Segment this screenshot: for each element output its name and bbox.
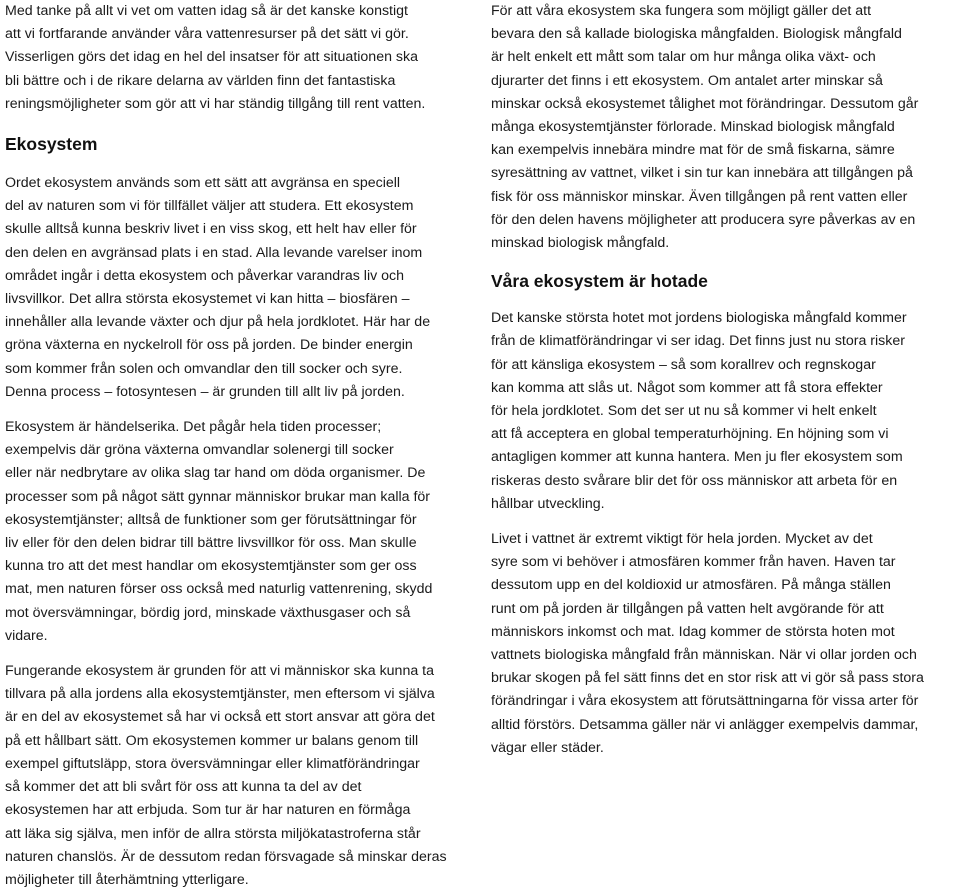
text-line: att läka sig själva, men inför de allra största miljökatastroferna står bbox=[5, 825, 421, 842]
text-line: för hela jordklotet. Som det ser ut nu så kommer vi helt enkelt bbox=[491, 403, 877, 420]
text-line: på ett hållbart sätt. Om ekosystemen kommer ur balans genom till bbox=[5, 732, 419, 749]
text-line: området ingår i detta ekosystem och påverkar varandras liv och bbox=[5, 267, 405, 284]
text-line: vägar eller städer. bbox=[491, 739, 604, 756]
text-line: att få acceptera en global temperaturhöjning. En höjning som vi bbox=[491, 426, 889, 443]
text-line: att vi fortfarande använder våra vattenresurser på det sätt vi gör. bbox=[5, 26, 409, 43]
ekosystem-paragraph bbox=[5, 172, 471, 404]
text-line: naturen chanslös. Är de dessutom redan försvagade så minskar deras bbox=[5, 848, 447, 865]
text-line: vidare. bbox=[5, 627, 48, 644]
klimat-paragraph bbox=[491, 307, 956, 516]
text-line: gröna växterna en nyckelroll för oss på jorden. De binder energin bbox=[5, 337, 413, 354]
heading-ekosystem: Ekosystem bbox=[5, 134, 98, 155]
text-line: mat, men naturen förser oss också med naturlig vattenrening, skydd bbox=[5, 581, 433, 598]
text-line: Det kanske största hotet mot jordens biologiska mångfald kommer bbox=[491, 310, 907, 327]
text-line: tillvara på alla jordens alla ekosystemtjänster, men eftersom vi själva bbox=[5, 686, 435, 703]
text-line: är helt enkelt ett mått som talar om hur många olika växt- och bbox=[491, 49, 876, 66]
text-line: som kommer från solen och omvandlar den till socker och syre. bbox=[5, 360, 403, 377]
vatten-paragraph bbox=[491, 528, 956, 760]
text-line: för att känsliga ekosystem – så som korallrev och regnskogar bbox=[491, 356, 876, 373]
text-line: ekosystemen har att erbjuda. Som tur är har naturen en förmåga bbox=[5, 802, 411, 819]
text-line: riskeras desto svårare blir det för oss människor att arbeta för en bbox=[491, 472, 898, 489]
fungerande-paragraph bbox=[5, 660, 471, 892]
text-line: kan komma att slås ut. Något som kommer att få stora effekter bbox=[491, 379, 883, 396]
text-line: möjligheter till återhämtning ytterligare. bbox=[5, 871, 249, 888]
text-line: för den delen havens möjligheter att producera syre påverkas av en bbox=[491, 211, 916, 228]
text-line: så kommer det att bli svårt för oss att kunna ta del av det bbox=[5, 779, 362, 796]
text-line: del av naturen som vi för tillfället väljer att studera. Ett ekosystem bbox=[5, 198, 414, 215]
text-line: Denna process – fotosyntesen – är grunden till allt liv på jorden. bbox=[5, 383, 405, 400]
text-line: hållbar utveckling. bbox=[491, 495, 605, 512]
text-line: reningsmöjligheter som gör att vi har ständig tillgång till rent vatten. bbox=[5, 95, 426, 112]
text-line: antagligen kommer att kunna hantera. Men ju fler ekosystem som bbox=[491, 449, 903, 466]
text-line: skulle alltså kunna beskriv livet i en viss skog, ett helt hav eller för bbox=[5, 221, 417, 238]
handelserika-paragraph bbox=[5, 416, 471, 648]
text-line: För att våra ekosystem ska fungera som möjligt gäller det att bbox=[491, 3, 872, 19]
mangfald-paragraph bbox=[491, 0, 956, 255]
text-line: minskar också ekosystemet tålighet mot förändringar. Dessutom går bbox=[491, 95, 919, 112]
text-line: Visserligen görs det idag en hel del insatser för att situationen ska bbox=[5, 49, 418, 66]
text-line: minskad biologisk mångfald. bbox=[491, 235, 670, 252]
text-line: bevara den så kallade biologiska mångfalden. Biologisk mångfald bbox=[491, 26, 902, 43]
text-line: från de klimatförändringar vi ser idag. Det finns just nu stora risker bbox=[491, 333, 905, 350]
text-line: Fungerande ekosystem är grunden för att vi människor ska kunna ta bbox=[5, 663, 435, 680]
text-line: eller när nedbrytare av olika slag tar hand om döda organismer. De bbox=[5, 465, 426, 482]
text-line: människors inkomst och mat. Idag kommer de största hoten mot bbox=[491, 623, 895, 640]
text-line: många ekosystemtjänster förlorade. Minskad biologisk mångfald bbox=[491, 119, 895, 136]
text-line: Ekosystem är händelserika. Det pågår hela tiden processer; bbox=[5, 419, 382, 436]
text-line: innehåller alla levande växter och djur på hela jordklotet. Här har de bbox=[5, 314, 431, 331]
text-line: dessutom upp en del koldioxid ur atmosfären. På många ställen bbox=[491, 577, 891, 594]
heading-hotade: Våra ekosystem är hotade bbox=[491, 271, 708, 292]
text-line: mot översvämningar, bördig jord, minskade växthusgaser och så bbox=[5, 604, 411, 621]
text-line: processer som på något sätt gynnar människor brukar man kalla för bbox=[5, 488, 431, 505]
text-line: exempel giftutsläpp, stora översvämningar eller klimatförändringar bbox=[5, 755, 420, 772]
text-line: liv eller för den delen bidrar till bättre livsvillkor för oss. Man skulle bbox=[5, 535, 417, 552]
text-line: Med tanke på allt vi vet om vatten idag så är det kanske konstigt bbox=[5, 3, 408, 19]
text-line: kunna tro att det mest handlar om ekosystemtjänster som ger oss bbox=[5, 558, 417, 575]
text-line: Ordet ekosystem används som ett sätt att avgränsa en speciell bbox=[5, 175, 401, 192]
text-line: kan exempelvis innebära mindre mat för de små fiskarna, sämre bbox=[491, 142, 895, 159]
text-line: den delen en avgränsad plats i en stad. Alla levande varelser inom bbox=[5, 244, 423, 261]
text-line: förändringar i våra ekosystem att förutsättningarna för vissa arter för bbox=[491, 693, 919, 710]
text-line: djurarter det finns i ett ekosystem. Om antalet arter minskar så bbox=[491, 72, 883, 89]
text-line: vattnets biologiska mångfald från människan. När vi ollar jorden och bbox=[491, 647, 917, 664]
text-line: alltid förstörs. Detsamma gäller när vi anlägger exempelvis dammar, bbox=[491, 716, 919, 733]
text-line: brukar skogen på fel sätt finns det en stor risk att vi gör så pass stora bbox=[491, 670, 924, 687]
right-column bbox=[491, 0, 956, 760]
text-line: bli bättre och i de rikare delarna av världen finn det fantastiska bbox=[5, 72, 396, 89]
text-line: ekosystemtjänster; alltså de funktioner som ger förutsättningar för bbox=[5, 511, 417, 528]
text-line: Livet i vattnet är extremt viktigt för hela jorden. Mycket av det bbox=[491, 531, 873, 548]
left-column bbox=[5, 0, 471, 892]
text-line: syresättning av vattnet, vilket i sin tur kan innebära att tillgången på bbox=[491, 165, 913, 182]
text-line: exempelvis där gröna växterna omvandlar solenergi till socker bbox=[5, 442, 394, 459]
text-line: är en del av ekosystemet så har vi också ett stort ansvar att göra det bbox=[5, 709, 435, 726]
text-line: syre som vi behöver i atmosfären kommer från haven. Haven tar bbox=[491, 554, 896, 571]
text-line: fisk för oss människor minskar. Även tillgången på rent vatten eller bbox=[491, 188, 908, 205]
intro-paragraph bbox=[5, 0, 471, 116]
text-line: runt om på jorden är tillgången på vatten helt avgörande för att bbox=[491, 600, 884, 617]
text-line: livsvillkor. Det allra största ekosystemet vi kan hitta – biosfären – bbox=[5, 291, 410, 308]
